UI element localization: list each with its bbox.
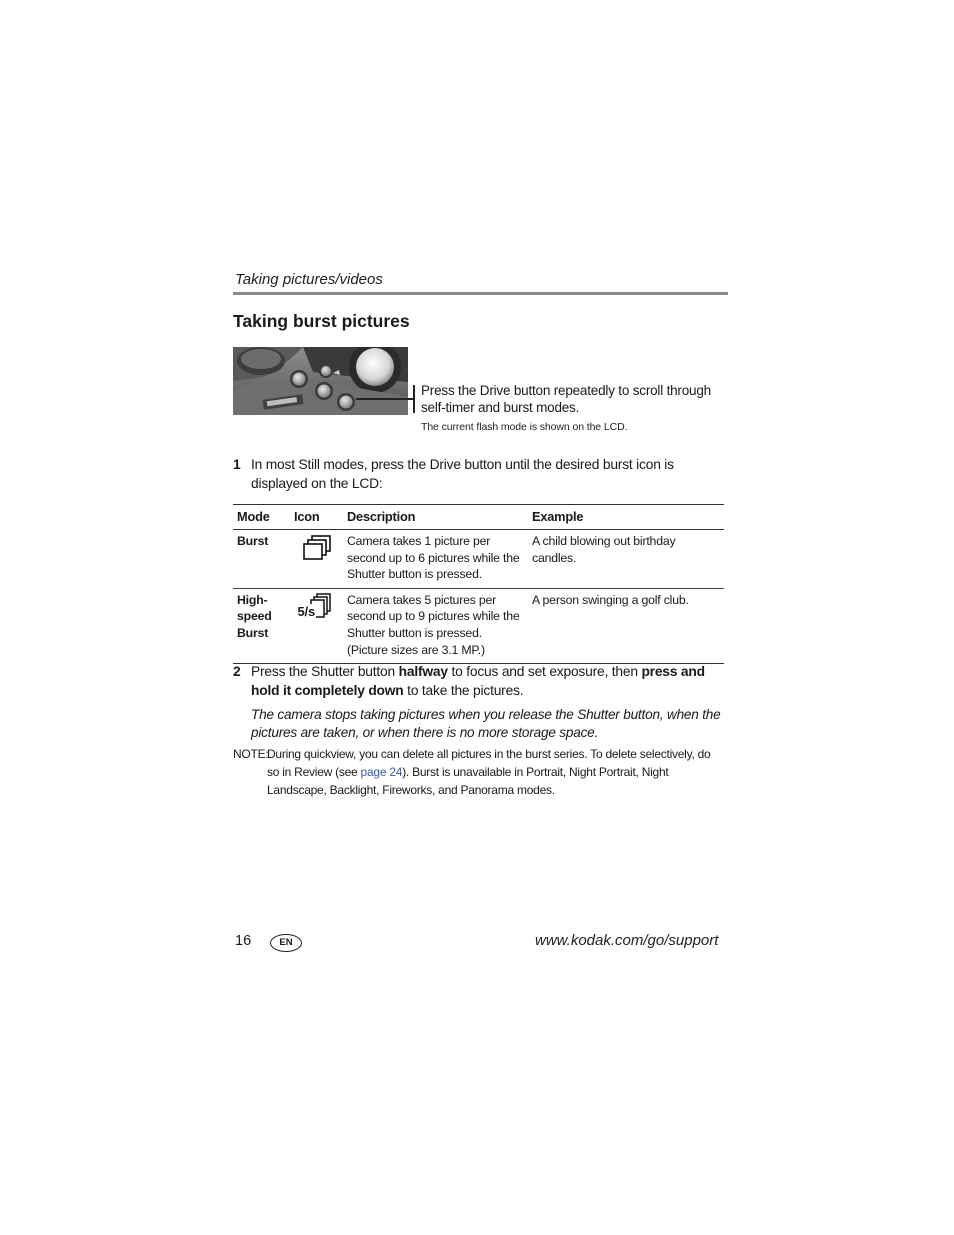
mode-cell: Burst [237,534,269,548]
header-rule [233,292,728,295]
page-number: 16 [235,933,252,949]
icon-cell [290,588,343,663]
column-header-example: Example [532,509,584,524]
step-number: 1 [233,457,241,472]
mode-name-line: Burst [237,625,269,640]
step-text [251,663,728,700]
italic-note: The camera stops taking pictures when you release the Shutter button, when the pictures are taken, or when there is no more storage space. [251,707,721,740]
step-number: 2 [233,664,241,679]
running-head: Taking pictures/videos [235,271,383,288]
column-header-description: Description [347,509,416,524]
section-title: Taking burst pictures [233,311,410,331]
note-label: NOTE: [233,747,269,761]
step-text-part: to take the pictures. [403,682,524,698]
camera-drive-button-photo [233,347,408,415]
step-1 [233,456,728,493]
description-cell: Camera takes 1 picture per second up to 6 pictures while the Shutter button is pressed. [347,534,520,582]
callout-line [356,398,414,400]
mode-name-line: High- [237,592,268,607]
note-text [267,745,723,799]
page-24-link[interactable]: page 24 [360,765,403,779]
table-row [233,588,724,663]
high-speed-burst-icon [299,592,335,624]
note [233,745,723,799]
note-text-part: During quickview, you can delete all pictures in the burst series. To delete selectively, do so in Review (see [267,747,711,779]
step-text-part: to focus and set exposure, then [447,664,642,679]
step-emphasis: press and hold it completely down [251,664,705,698]
language-badge: EN [270,934,302,952]
table-row [233,530,724,589]
description-cell: Camera takes 5 pictures per second up to 9 pictures while the Shutter button is pressed. (Picture sizes are 3.1 MP.) [347,592,520,657]
table-header-row [233,505,724,530]
column-header-icon: Icon [294,509,320,524]
step-emphasis: halfway [398,664,448,679]
example-cell: A child blowing out birthday candles. [532,534,676,565]
icon-label: 5/s [297,603,315,619]
step-text: In most Still modes, press the Drive button until the desired burst icon is displayed on the LCD: [251,457,674,491]
column-header-mode: Mode [237,509,270,524]
mode-cell [233,588,290,663]
callout-text: Press the Drive button repeatedly to scroll through self-timer and burst modes. [421,383,711,415]
burst-icon [300,554,334,568]
callout-bracket [413,385,415,413]
callout-caption: The current flash mode is shown on the LCD. [421,421,628,433]
example-cell: A person swinging a golf club. [532,592,689,607]
mode-name-line: speed [237,609,272,624]
icon-cell [290,530,343,589]
note-text-part: ). Burst is unavailable in Portrait, Night Portrait, Night Landscape, Backlight, Fireworks, and Panorama modes. [267,765,669,797]
step-2 [233,663,728,700]
support-url[interactable]: www.kodak.com/go/support [535,932,719,949]
step-text-part: Press the Shutter button [251,664,399,679]
burst-modes-table [233,504,724,664]
